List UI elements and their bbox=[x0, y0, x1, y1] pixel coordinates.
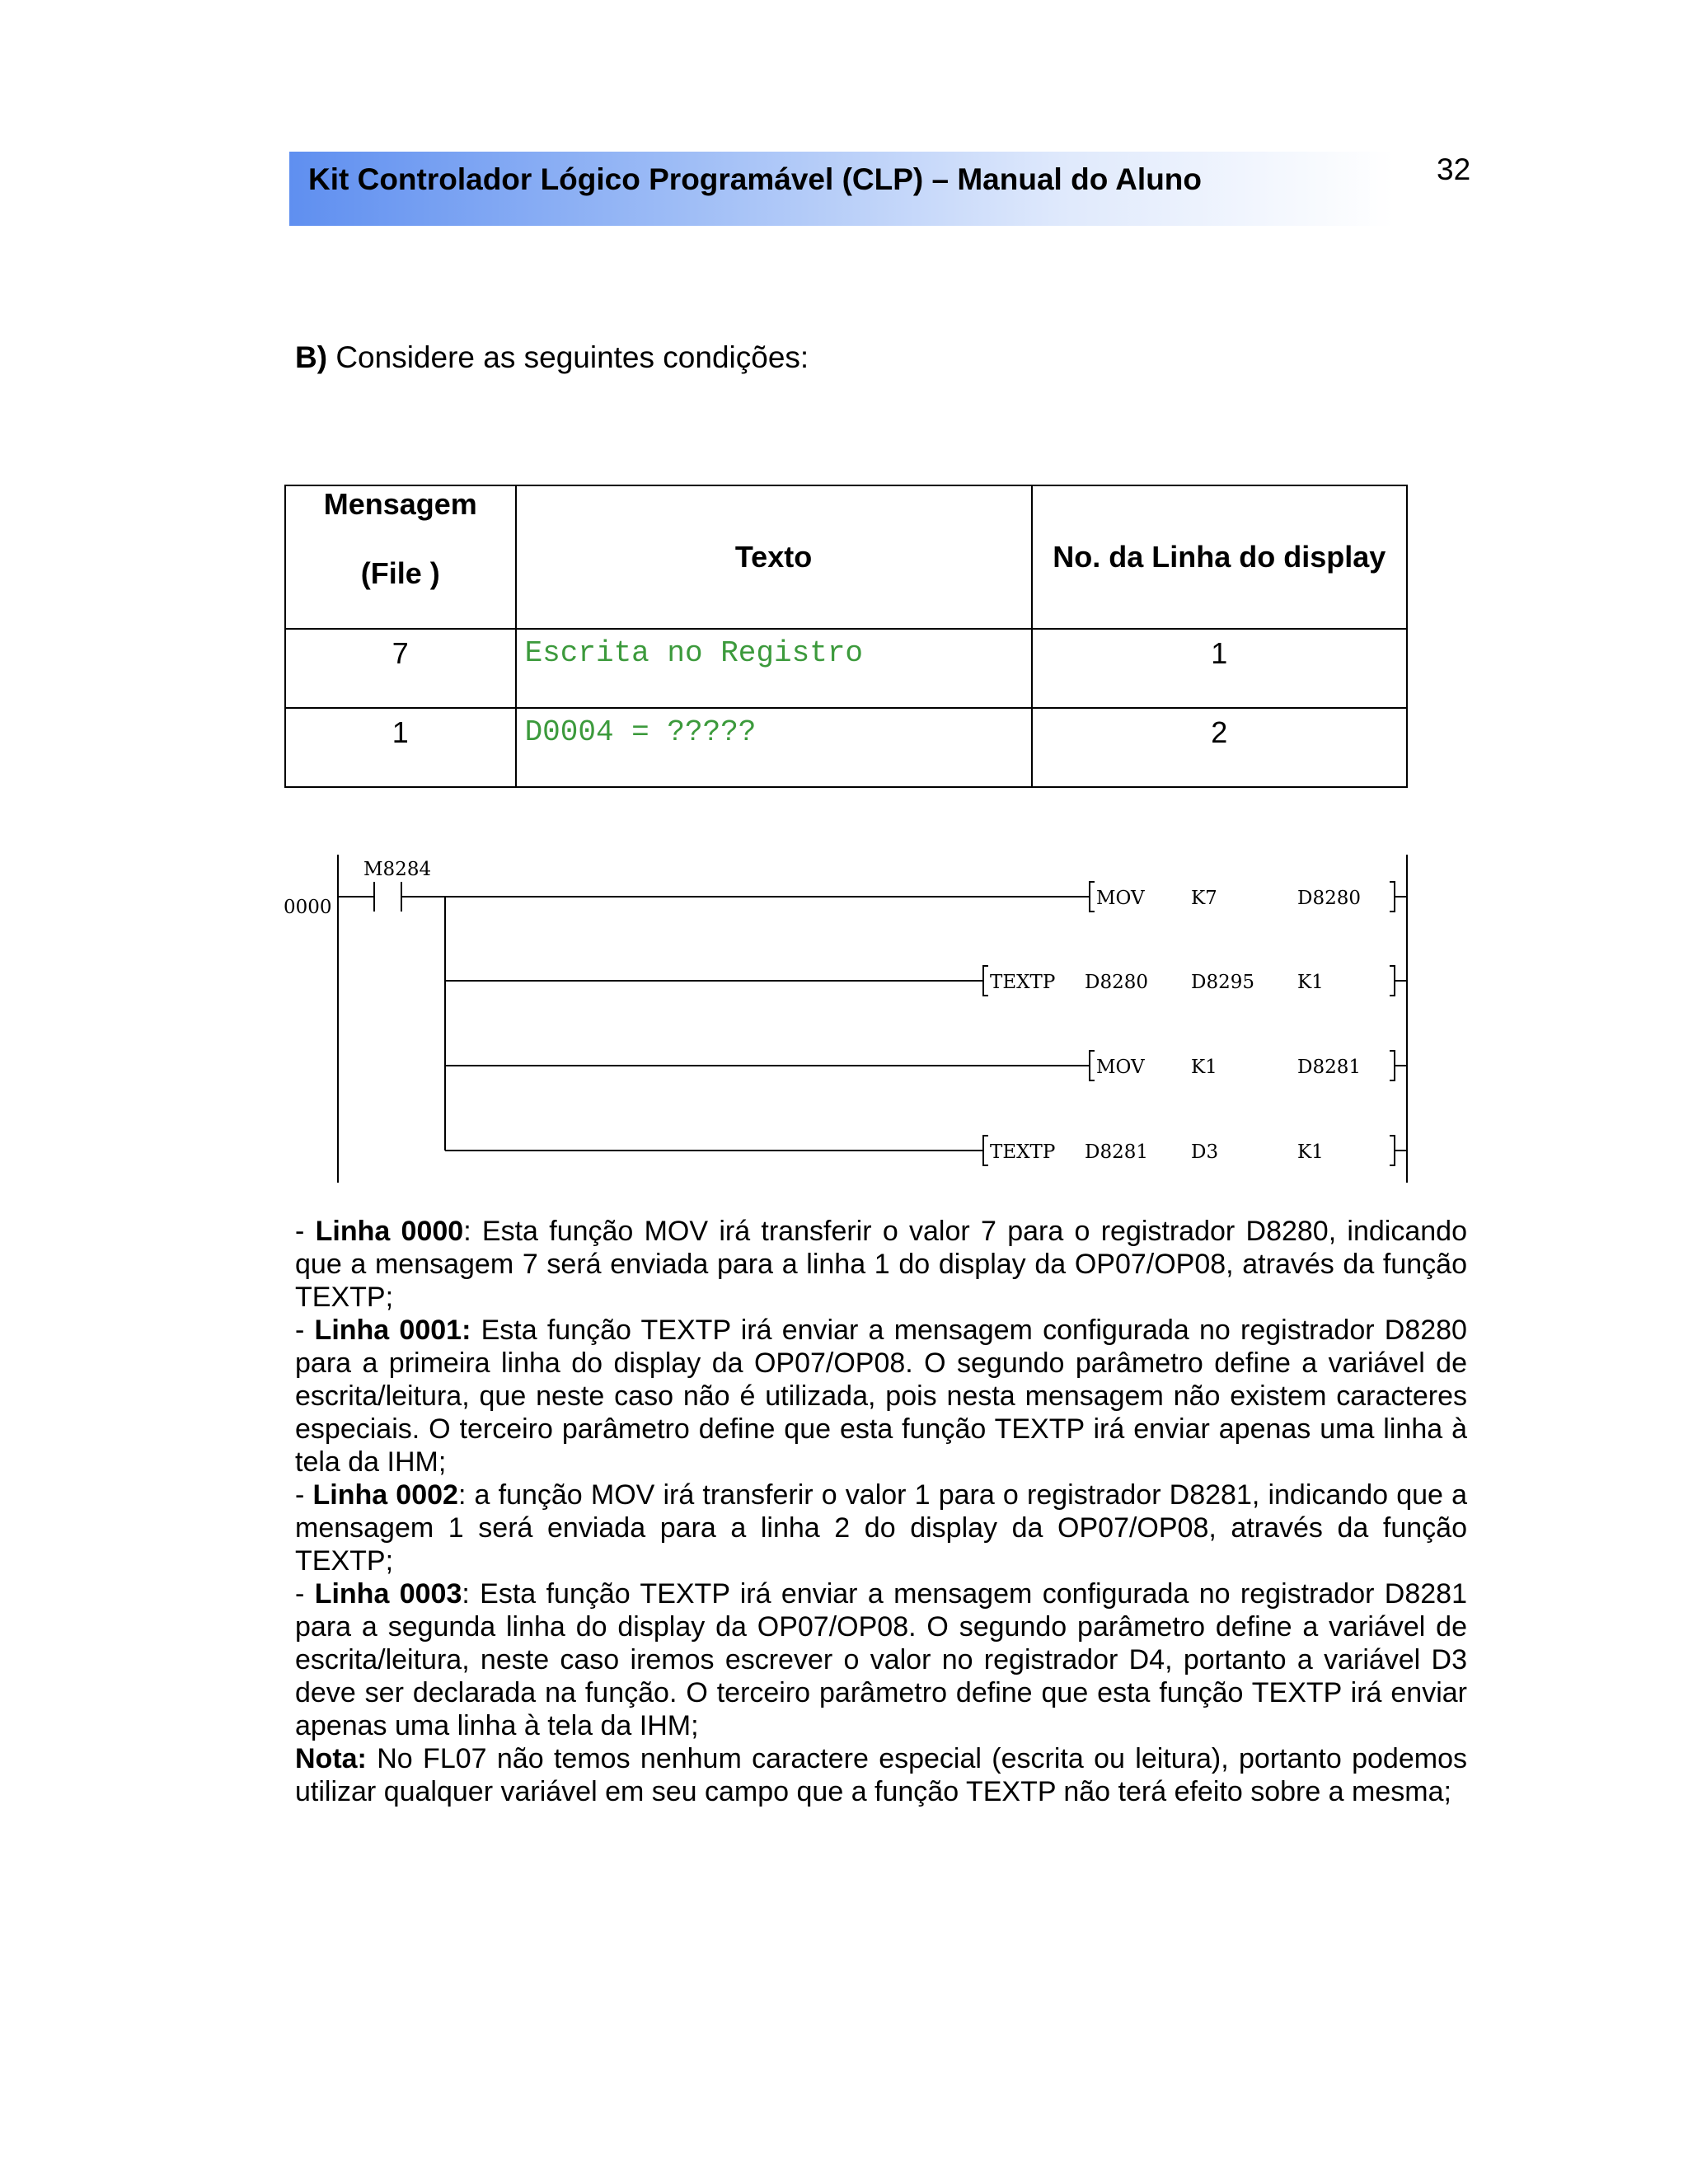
cell-text: D0004 = ????? bbox=[516, 708, 1032, 787]
instruction-name: MOV bbox=[1096, 888, 1145, 909]
paragraph-text: : Esta função TEXTP irá enviar a mensagem configurada no registrador D8281 para a segunda linha do display da OP07/OP08. O segundo parâmetro define a variável de escrita/leitura, neste caso iremos escrever o valor no registrador D4, portanto a variável D3 deve ser declarada na função. O terceiro parâmetro define que esta função TEXTP irá enviar apenas uma linha à tela da IHM; bbox=[295, 1578, 1467, 1741]
paragraph-text: Esta função TEXTP irá enviar a mensagem configurada no registrador D8280 para a primeira linha do display da OP07/OP08. O segundo parâmetro define a variável de escrita/leitura, que neste caso não é utilizada, pois nesta mensagem não existem caracteres especiais. O terceiro parâmetro define que esta função TEXTP irá enviar apenas uma linha à tela da IHM; bbox=[295, 1315, 1467, 1478]
header-display-line: No. da Linha do display bbox=[1032, 485, 1408, 629]
section-text: Considere as seguintes condições: bbox=[335, 340, 809, 374]
table-row bbox=[285, 629, 1407, 708]
instruction-name: TEXTP bbox=[990, 972, 1056, 993]
ladder-diagram bbox=[272, 841, 1409, 1187]
operand-2: D8295 bbox=[1191, 972, 1254, 993]
paragraph bbox=[295, 1742, 1467, 1808]
page-number: 32 bbox=[1437, 152, 1471, 186]
paragraph-text: : Esta função MOV irá transferir o valor 7 para o registrador D8280, indicando que a mensagem 7 será enviada para a linha 1 do display da OP07/OP08, através da função TEXTP; bbox=[295, 1216, 1467, 1313]
paragraph-prefix: - bbox=[295, 1315, 315, 1346]
operand-2: D8281 bbox=[1297, 1057, 1361, 1078]
explanation-text bbox=[295, 1215, 1467, 1808]
operand-1: K7 bbox=[1191, 888, 1217, 909]
paragraph bbox=[295, 1215, 1467, 1314]
paragraph-label: Nota: bbox=[295, 1743, 367, 1774]
cell-line: 2 bbox=[1032, 708, 1408, 787]
paragraph bbox=[295, 1479, 1467, 1577]
contact-label: M8284 bbox=[363, 859, 432, 880]
paragraph bbox=[295, 1314, 1467, 1479]
header-message-file bbox=[285, 485, 516, 629]
operand-2: D3 bbox=[1191, 1141, 1219, 1163]
operand-1: K1 bbox=[1191, 1057, 1217, 1078]
instruction-name: MOV bbox=[1096, 1057, 1145, 1078]
cell-line: 1 bbox=[1032, 629, 1408, 708]
operand-1: D8281 bbox=[1085, 1141, 1148, 1163]
section-heading bbox=[295, 340, 809, 376]
operand-1: D8280 bbox=[1085, 972, 1148, 993]
operand-2: D8280 bbox=[1297, 888, 1361, 909]
paragraph-prefix: - bbox=[295, 1578, 315, 1610]
cell-text: Escrita no Registro bbox=[516, 629, 1032, 708]
header-message-label: Mensagem bbox=[323, 487, 477, 521]
paragraph-label: Linha 0002 bbox=[312, 1479, 458, 1511]
step-number: 0000 bbox=[284, 897, 332, 918]
contact-symbol bbox=[338, 882, 401, 912]
instruction-name: TEXTP bbox=[990, 1141, 1056, 1163]
cell-message: 1 bbox=[285, 708, 516, 787]
table-row bbox=[285, 708, 1407, 787]
paragraph-prefix: - bbox=[295, 1479, 313, 1511]
paragraph-prefix: - bbox=[295, 1216, 316, 1247]
header-title: Kit Controlador Lógico Programável (CLP) – Manual do Aluno bbox=[308, 162, 1203, 196]
paragraph-label: Linha 0003 bbox=[314, 1578, 462, 1610]
header-text: Texto bbox=[516, 485, 1032, 629]
operand-3: K1 bbox=[1297, 972, 1324, 993]
paragraph-text: No FL07 não temos nenhum caractere especial (escrita ou leitura), portanto podemos utilizar qualquer variável em seu campo que a função TEXTP não terá efeito sobre a mesma; bbox=[295, 1743, 1467, 1807]
header-file-label: (File ) bbox=[360, 556, 440, 590]
operand-3: K1 bbox=[1297, 1141, 1324, 1163]
paragraph-label: Linha 0001: bbox=[314, 1315, 471, 1346]
section-label: B) bbox=[295, 340, 328, 374]
paragraph bbox=[295, 1577, 1467, 1742]
paragraph-label: Linha 0000 bbox=[315, 1216, 464, 1247]
cell-message: 7 bbox=[285, 629, 516, 708]
message-table bbox=[284, 485, 1408, 788]
table-header-row bbox=[285, 485, 1407, 629]
paragraph-text: : a função MOV irá transferir o valor 1 para o registrador D8281, indicando que a mensagem 1 será enviada para a linha 2 do display da OP07/OP08, através da função TEXTP; bbox=[295, 1479, 1467, 1577]
